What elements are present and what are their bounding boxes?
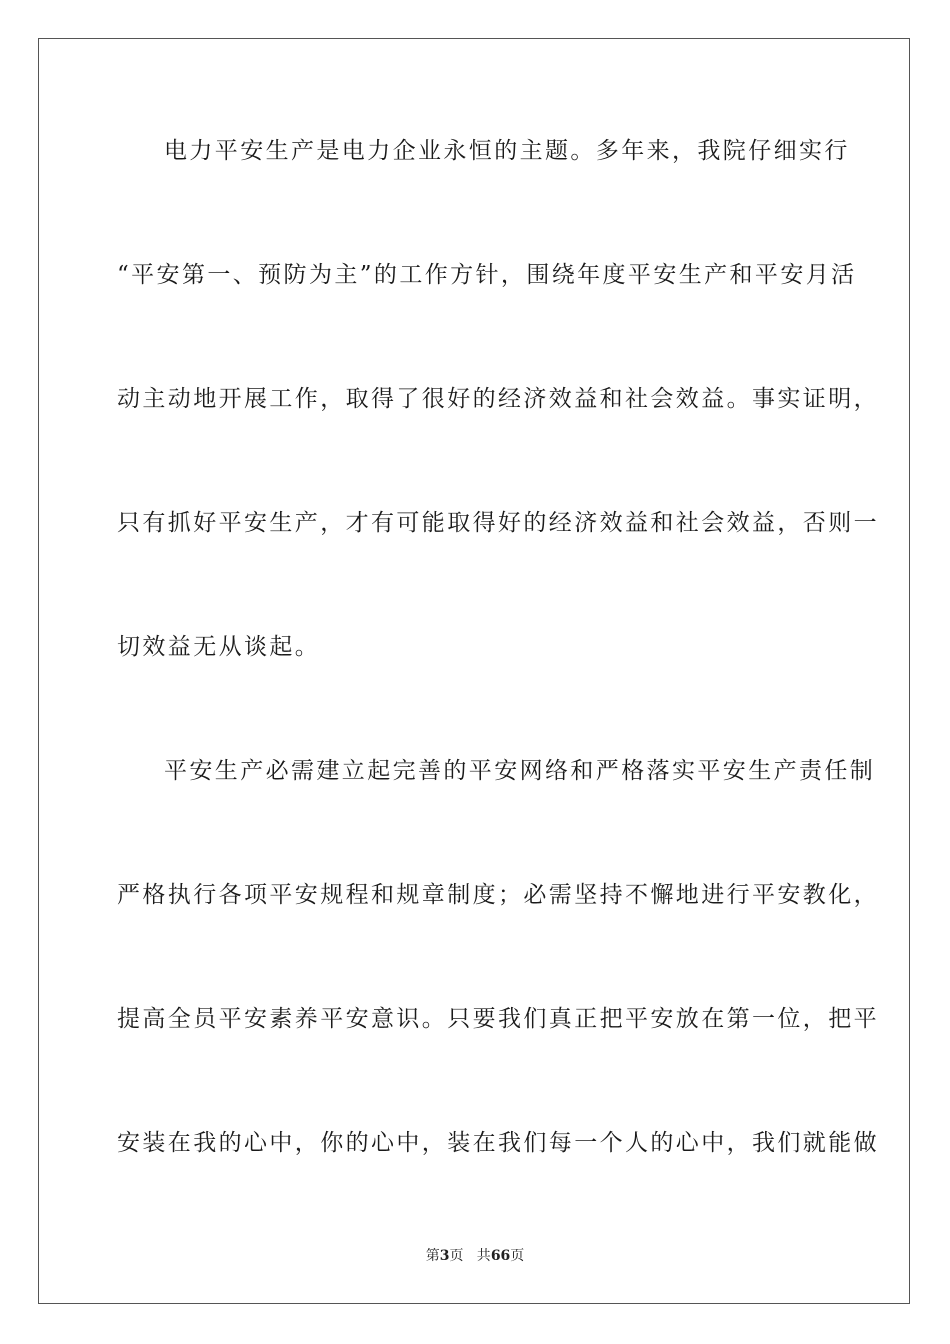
paragraph-1-line-3: 动主动地开展工作，取得了很好的经济效益和社会效益。事实证明， <box>117 386 879 412</box>
paragraph-2-line-1: 平安生产必需建立起完善的平安网络和严格落实平安生产责任制 <box>164 758 876 784</box>
footer-middle: 页 共 <box>449 1248 491 1264</box>
paragraph-1-line-1: 电力平安生产是电力企业永恒的主题。多年来，我院仔细实行 <box>164 138 850 164</box>
page-footer <box>0 1247 950 1265</box>
footer-prefix: 第 <box>425 1248 440 1264</box>
paragraph-1-line-4: 只有抓好平安生产，才有可能取得好的经济效益和社会效益，否则一 <box>117 510 879 536</box>
paragraph-2-line-4: 安装在我的心中，你的心中，装在我们每一个人的心中，我们就能做 <box>117 1130 879 1156</box>
current-page-number: 3 <box>439 1248 450 1264</box>
paragraph-1-line-2: “平安第一、预防为主”的工作方针，围绕年度平安生产和平安月活 <box>117 262 857 288</box>
paragraph-2-line-3: 提高全员平安素养平安意识。只要我们真正把平安放在第一位，把平 <box>117 1006 879 1032</box>
paragraph-2-line-2: 严格执行各项平安规程和规章制度；必需坚持不懈地进行平安教化， <box>117 882 879 908</box>
paragraph-1-line-5: 切效益无从谈起。 <box>117 634 321 660</box>
page-border <box>38 38 910 1304</box>
total-page-count: 66 <box>490 1248 511 1264</box>
footer-suffix: 页 <box>510 1248 525 1264</box>
